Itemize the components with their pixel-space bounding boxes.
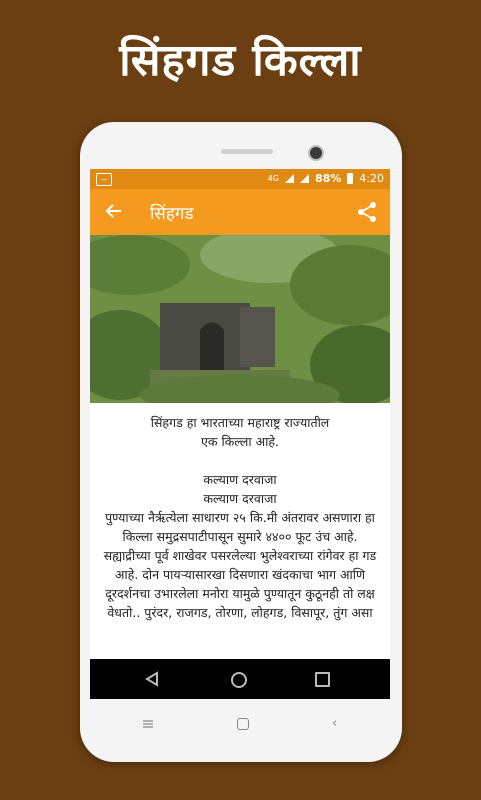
banner-title: सिंहगड किल्ला	[119, 35, 362, 86]
clock-label: 4:20	[359, 172, 384, 185]
intro-line-1: सिंहगड हा भारताच्या महाराष्ट्र राज्यातील	[150, 415, 330, 430]
status-indicators	[268, 172, 384, 185]
circle-home-icon[interactable]	[231, 672, 247, 688]
fort-gate-illustration	[90, 235, 390, 403]
article-paragraph: पुण्याच्या नैर्ऋत्येला साधारण २५ कि.मी अंतरावर असणारा हा किल्ला समुद्रसपाटीपासून सुमारे ४४०० फूट उंच आहे. सह्याद्रीच्या पूर्व शाखेवर पसरलेल्या भुलेश्वराच्या रांगेवर हा गड आहे. दोन पायऱ्यासारखा दिसणारा खंदकाचा भाग आणि दूरदर्शनचा उभारलेला मनोरा यामुळे पुण्यातून कुठूनही तो लक्ष वेधतो.. पुरंदर, राजगड, तोरणा, लोहगड, विसापूर, तुंग असा	[103, 510, 377, 620]
notification-icon: ~	[96, 173, 112, 186]
hardware-back-icon[interactable]: ‹	[332, 716, 338, 731]
article-body	[98, 413, 382, 659]
network-label: 4G	[267, 174, 279, 183]
battery-icon	[347, 173, 353, 184]
section-heading-2: कल्याण दरवाजा	[203, 491, 277, 506]
app-bar-title: सिंहगड	[150, 204, 194, 224]
intro-line-2: एक किल्ला आहे.	[200, 434, 280, 449]
share-icon[interactable]	[356, 201, 378, 223]
triangle-back-icon[interactable]	[145, 671, 159, 687]
app-bar	[90, 189, 390, 235]
phone-speaker	[221, 149, 273, 154]
hardware-menu-icon[interactable]	[143, 720, 153, 728]
signal-icon-2	[300, 174, 309, 183]
square-recent-icon[interactable]	[315, 672, 330, 687]
battery-label: 88%	[314, 172, 342, 185]
spacer	[98, 451, 382, 470]
section-heading-1: कल्याण दरवाजा	[203, 472, 277, 487]
hardware-home-icon[interactable]	[237, 718, 249, 730]
phone-camera	[308, 145, 324, 161]
signal-icon	[285, 174, 294, 183]
system-nav-bar	[90, 659, 390, 699]
status-bar	[90, 169, 390, 189]
phone-screen	[90, 169, 390, 699]
arrow-left-icon[interactable]	[104, 201, 124, 221]
fort-photo	[90, 235, 390, 403]
phone-frame	[80, 122, 402, 762]
